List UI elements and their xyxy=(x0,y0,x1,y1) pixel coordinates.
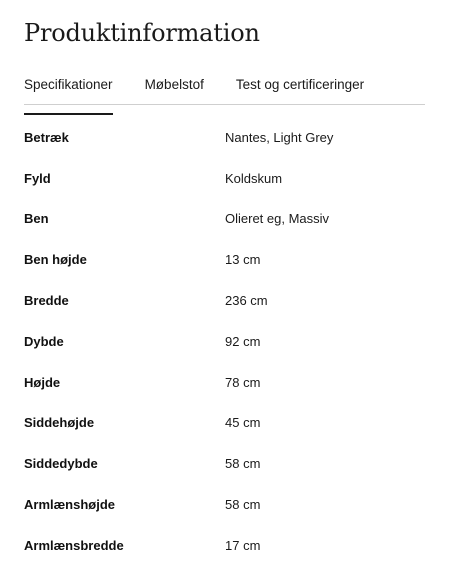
spec-value: 45 cm xyxy=(225,415,261,431)
spec-row-armlaenshojde xyxy=(24,484,425,525)
spec-value: 58 cm xyxy=(225,456,261,472)
spec-label: Siddehøjde xyxy=(24,415,95,431)
spec-label: Ben højde xyxy=(24,252,87,268)
spec-label: Armlænshøjde xyxy=(24,497,116,513)
spec-row-bredde xyxy=(24,280,425,321)
spec-row-dybde xyxy=(24,321,425,362)
spec-value: Nantes, Light Grey xyxy=(225,129,334,145)
spec-label: Armlænsbredde xyxy=(24,537,124,553)
tab-bar xyxy=(24,76,425,105)
spec-row-siddehojde xyxy=(24,403,425,444)
spec-value: Olieret eg, Massiv xyxy=(225,211,330,227)
spec-label: Bredde xyxy=(24,293,69,309)
spec-value: 78 cm xyxy=(225,374,261,390)
spec-row-betraek xyxy=(24,117,425,158)
spec-row-fyld xyxy=(24,158,425,199)
spec-row-ben-hojde xyxy=(24,239,425,280)
spec-value: 13 cm xyxy=(225,252,261,268)
spec-label: Højde xyxy=(24,374,61,390)
spec-label: Fyld xyxy=(24,170,51,186)
spec-value: 58 cm xyxy=(225,497,261,513)
spec-row-ben xyxy=(24,199,425,240)
spec-value: Koldskum xyxy=(225,170,283,186)
spec-value: 92 cm xyxy=(225,333,261,349)
spec-label: Betræk xyxy=(24,129,69,145)
spec-value: 17 cm xyxy=(225,537,261,553)
spec-row-siddedybde xyxy=(24,443,425,484)
spec-row-hojde xyxy=(24,362,425,403)
spec-value: 236 cm xyxy=(225,293,268,309)
tab-mobelstof[interactable]: Møbelstof xyxy=(144,77,204,92)
spec-row-armlaensbredde xyxy=(24,525,425,566)
page-title: Produktinformation xyxy=(24,19,260,47)
spec-label: Dybde xyxy=(24,333,64,349)
specification-list xyxy=(24,117,425,566)
tab-test-og-certificeringer[interactable]: Test og certificeringer xyxy=(235,77,365,92)
tab-specifikationer[interactable]: Specifikationer xyxy=(24,76,113,104)
spec-label: Siddedybde xyxy=(24,456,98,472)
spec-label: Ben xyxy=(24,211,49,227)
